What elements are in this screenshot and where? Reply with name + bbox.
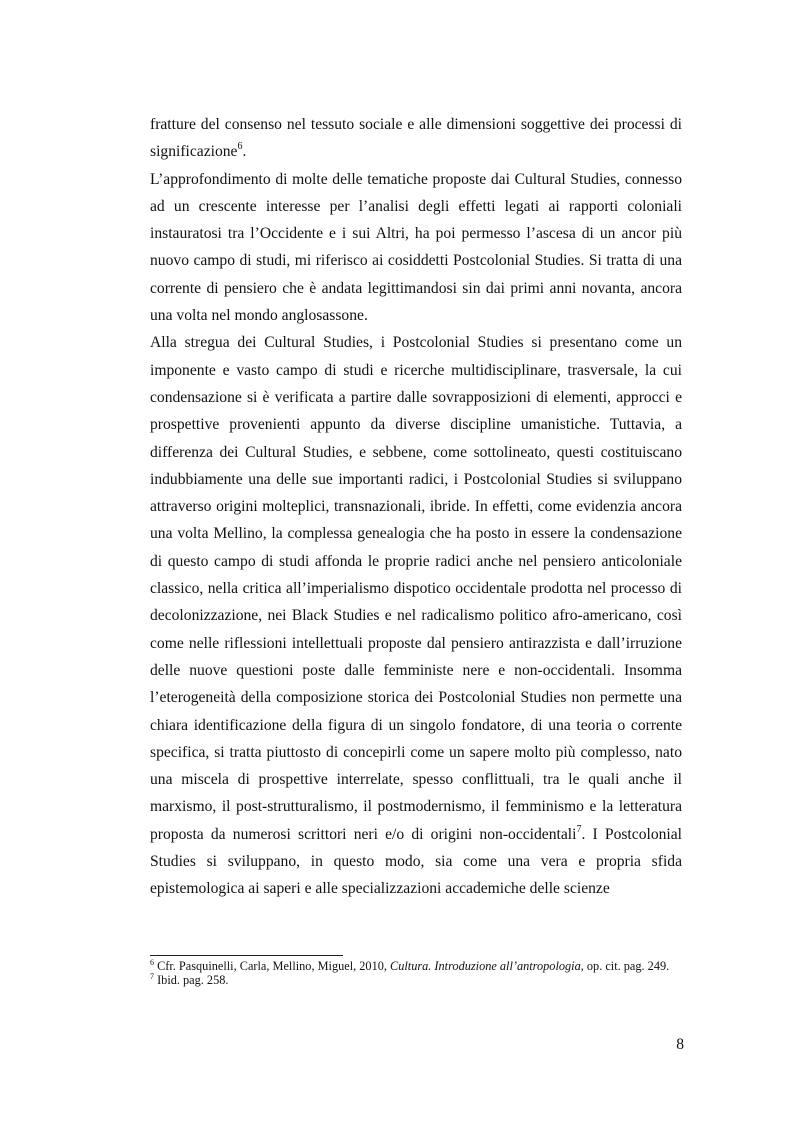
footnote-ref-6[interactable]: 6 <box>237 141 243 153</box>
paragraph-3-continuation: . I Postcolonial Studies si sviluppano, in questo modo, sia come una vera e propria sfida epistemologica ai saperi e alle specializzazioni accademiche delle scienze <box>150 825 682 898</box>
page-number: 8 <box>676 1036 684 1053</box>
footnote-7 <box>150 971 682 988</box>
footnote-separator <box>150 955 343 956</box>
footnote-text: Ibid. pag. 258. <box>154 972 229 987</box>
paragraph-1-text: fratture del consenso nel tessuto sociale e alle dimensioni soggettive dei processi di significazione <box>150 116 682 161</box>
footnote-text: Cfr. Pasquinelli, Carla, Mellino, Miguel, 2010, <box>154 959 391 973</box>
paragraph-1 <box>150 111 682 166</box>
paragraph-2: L’approfondimento di molte delle tematiche proposte dai Cultural Studies, connesso ad un crescente interesse per l’analisi degli effetti legati ai rapporti coloniali instauratosi tra l’Occidente e i sui Altri, ha poi permesso l’ascesa di un ancor più nuovo campo di studi, mi riferisco ai cosiddetti Postcolonial Studies. Si tratta di una corrente di pensiero che è andata legittimandosi sin dai primi anni novanta, ancora una volta nel mondo anglosassone. <box>150 170 682 325</box>
paragraph-1-end: . <box>242 143 247 161</box>
footnote-number: 6 <box>150 957 154 967</box>
footnote-number: 7 <box>150 971 154 981</box>
footnote-book-title: Cultura. Introduzione all’antropologia <box>390 959 581 973</box>
footnote-text-end: , op. cit. pag. 249. <box>580 959 670 973</box>
footnote-ref-7[interactable]: 7 <box>576 823 582 835</box>
footnote-6 <box>150 957 682 974</box>
paragraph-3-text: Alla stregua dei Cultural Studies, i Postcolonial Studies si presentano come un imponente e vasto campo di studi e ricerche multidisciplinare, trasversale, la cui condensazione si è verificata a partire dalle sovrapposizioni di elementi, approcci e prospettive provenienti appunto da diverse discipline umanistiche. Tuttavia, a differenza dei Cultural Studies, e sebbene, come sottolineato, questi costituiscano indubbiamente una delle sue importanti radici, i Postcolonial Studies si sviluppano attraverso origini molteplici, transnazionali, ibride. In effetti, come evidenzia ancora una volta Mellino, la complessa genealogia che ha posto in essere la condensazione di questo campo di studi affonda le proprie radici anche nel pensiero anticoloniale classico, nella critica all’imperialismo dispotico occidentale prodotta nel processo di decolonizzazione, nei Black Studies e nel radicalismo politico afro-americano, così come nelle riflessioni intellettuali proposte dal pensiero antirazzista e dall’irruzione delle nuove questioni poste dalle femministe nere e non-occidentali. Insomma l’eterogeneità della composizione storica dei Postcolonial Studies non permette una chiara identificazione della figura di un singolo fondatore, di una teoria o corrente specifica, si tratta piuttosto di concepirli come un sapere molto più complesso, nato una miscela di prospettive interrelate, spesso conflittuali, tra le quali anche il marxismo, il post-strutturalismo, il postmodernismo, il femminismo e la letteratura proposta da numerosi scrittori neri e/o di origini non-occidentali <box>150 334 682 843</box>
paragraph-3 <box>150 329 682 902</box>
body-text <box>150 111 682 903</box>
footnotes <box>150 957 682 987</box>
